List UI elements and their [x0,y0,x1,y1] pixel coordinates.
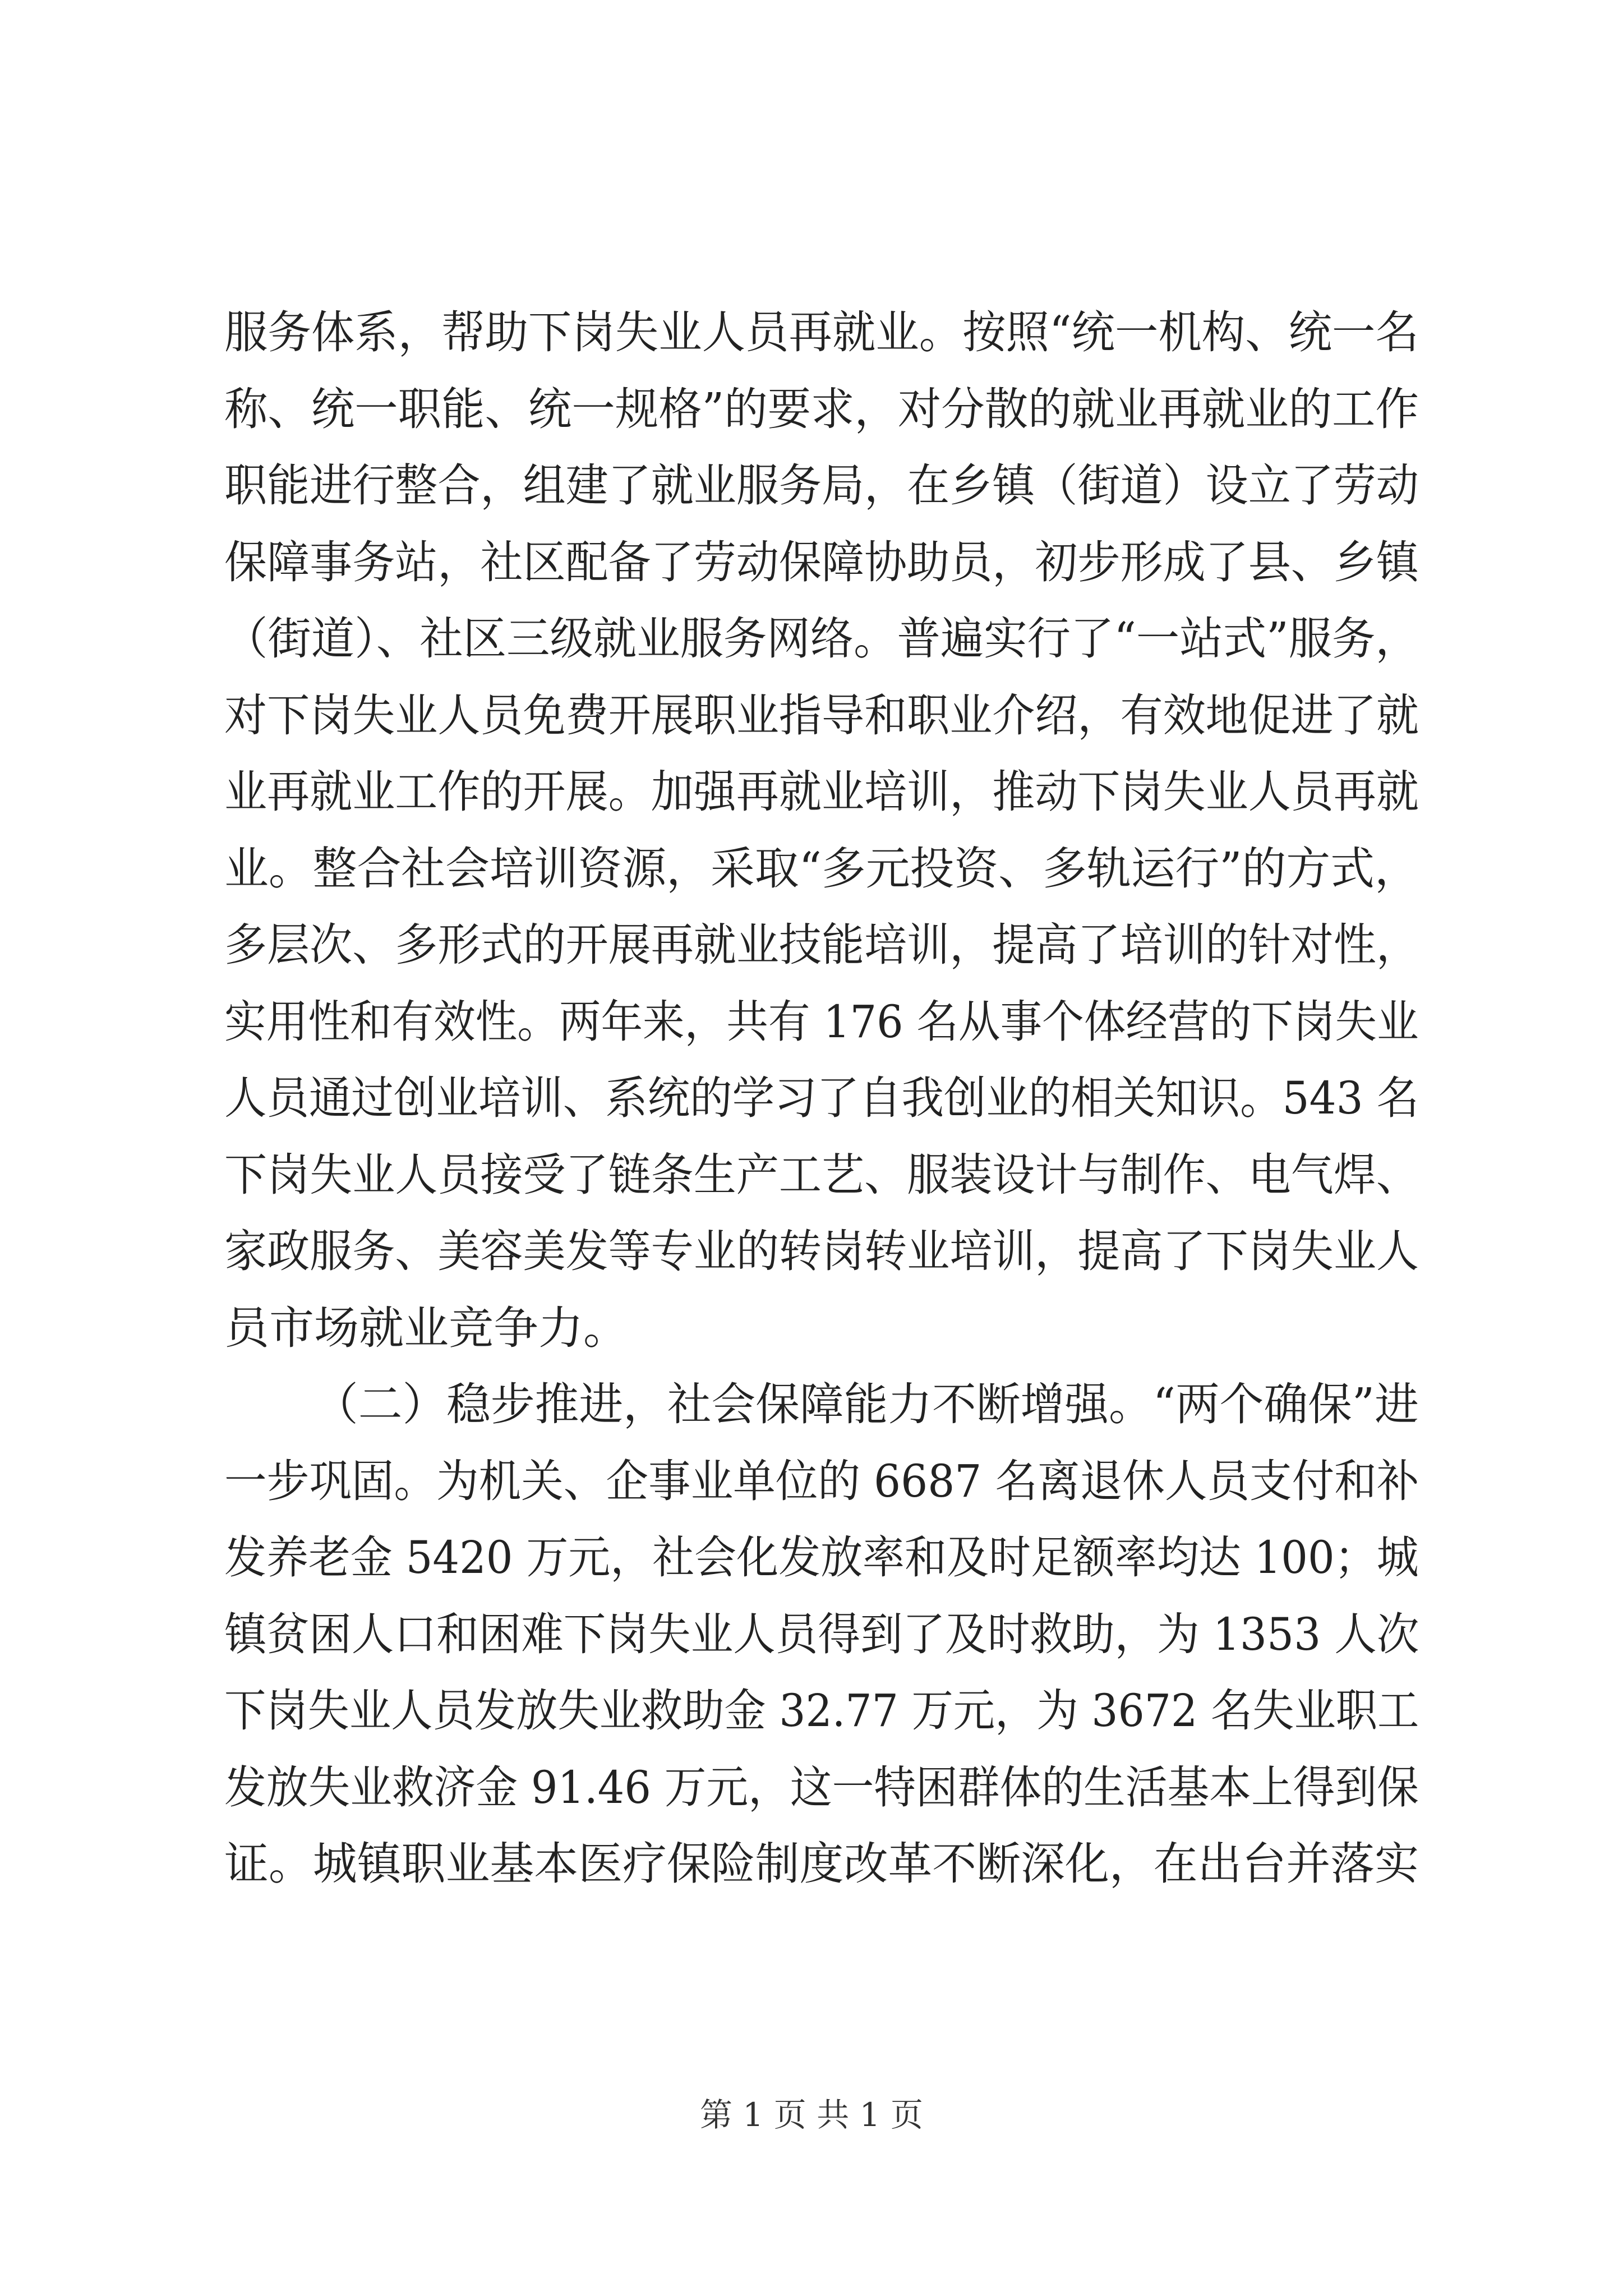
text-line: （街道）、社区三级就业服务网络。普遍实行了“一站式”服务， [224,613,1419,665]
text-line: 称、统一职能、统一规格”的要求，对分散的就业再就业的工作 [224,383,1419,435]
text-line: 实用性和有效性。两年来，共有 176 名从事个体经营的下岗失业 [224,996,1419,1048]
text-line: 发养老金 5420 万元，社会化发放率和及时足额率均达 100；城 [224,1531,1419,1584]
text-line: 职能进行整合，组建了就业服务局，在乡镇（街道）设立了劳动 [224,459,1419,512]
text-line: 员市场就业竞争力。 [224,1302,628,1354]
text-line: 服务体系，帮助下岗失业人员再就业。按照“统一机构、统一名 [224,306,1419,358]
text-line: 证。城镇职业基本医疗保险制度改革不断深化，在出台并落实 [224,1838,1419,1890]
text-line: 多层次、多形式的开展再就业技能培训，提高了培训的针对性， [224,919,1419,971]
text-line: 家政服务、美容美发等专业的转岗转业培训，提高了下岗失业人 [224,1225,1419,1277]
text-line: 下岗失业人员接受了链条生产工艺、服装设计与制作、电气焊、 [224,1149,1419,1201]
text-line: 下岗失业人员发放失业救助金 32.77 万元，为 3672 名失业职工 [224,1685,1419,1737]
text-line: 发放失业救济金 91.46 万元，这一特困群体的生活基本上得到保 [224,1761,1419,1814]
text-line: 对下岗失业人员免费开展职业指导和职业介绍，有效地促进了就 [224,689,1419,742]
text-line: 镇贫困人口和困难下岗失业人员得到了及时救助，为 1353 人次 [224,1608,1419,1660]
text-line: 业再就业工作的开展。加强再就业培训，推动下岗失业人员再就 [224,766,1419,818]
text-line: 一步巩固。为机关、企事业单位的 6687 名离退休人员支付和补 [224,1455,1419,1507]
text-line: 保障事务站，社区配备了劳动保障协助员，初步形成了县、乡镇 [224,536,1419,588]
text-line: 业。整合社会培训资源，采取“多元投资、多轨运行”的方式， [224,843,1419,895]
page-footer: 第 1 页 共 1 页 [700,2096,923,2134]
paragraph-heading-line: （二）稳步推进，社会保障能力不断增强。“两个确保”进 [314,1378,1419,1430]
text-line: 人员通过创业培训、系统的学习了自我创业的相关知识。543 名 [224,1072,1419,1124]
